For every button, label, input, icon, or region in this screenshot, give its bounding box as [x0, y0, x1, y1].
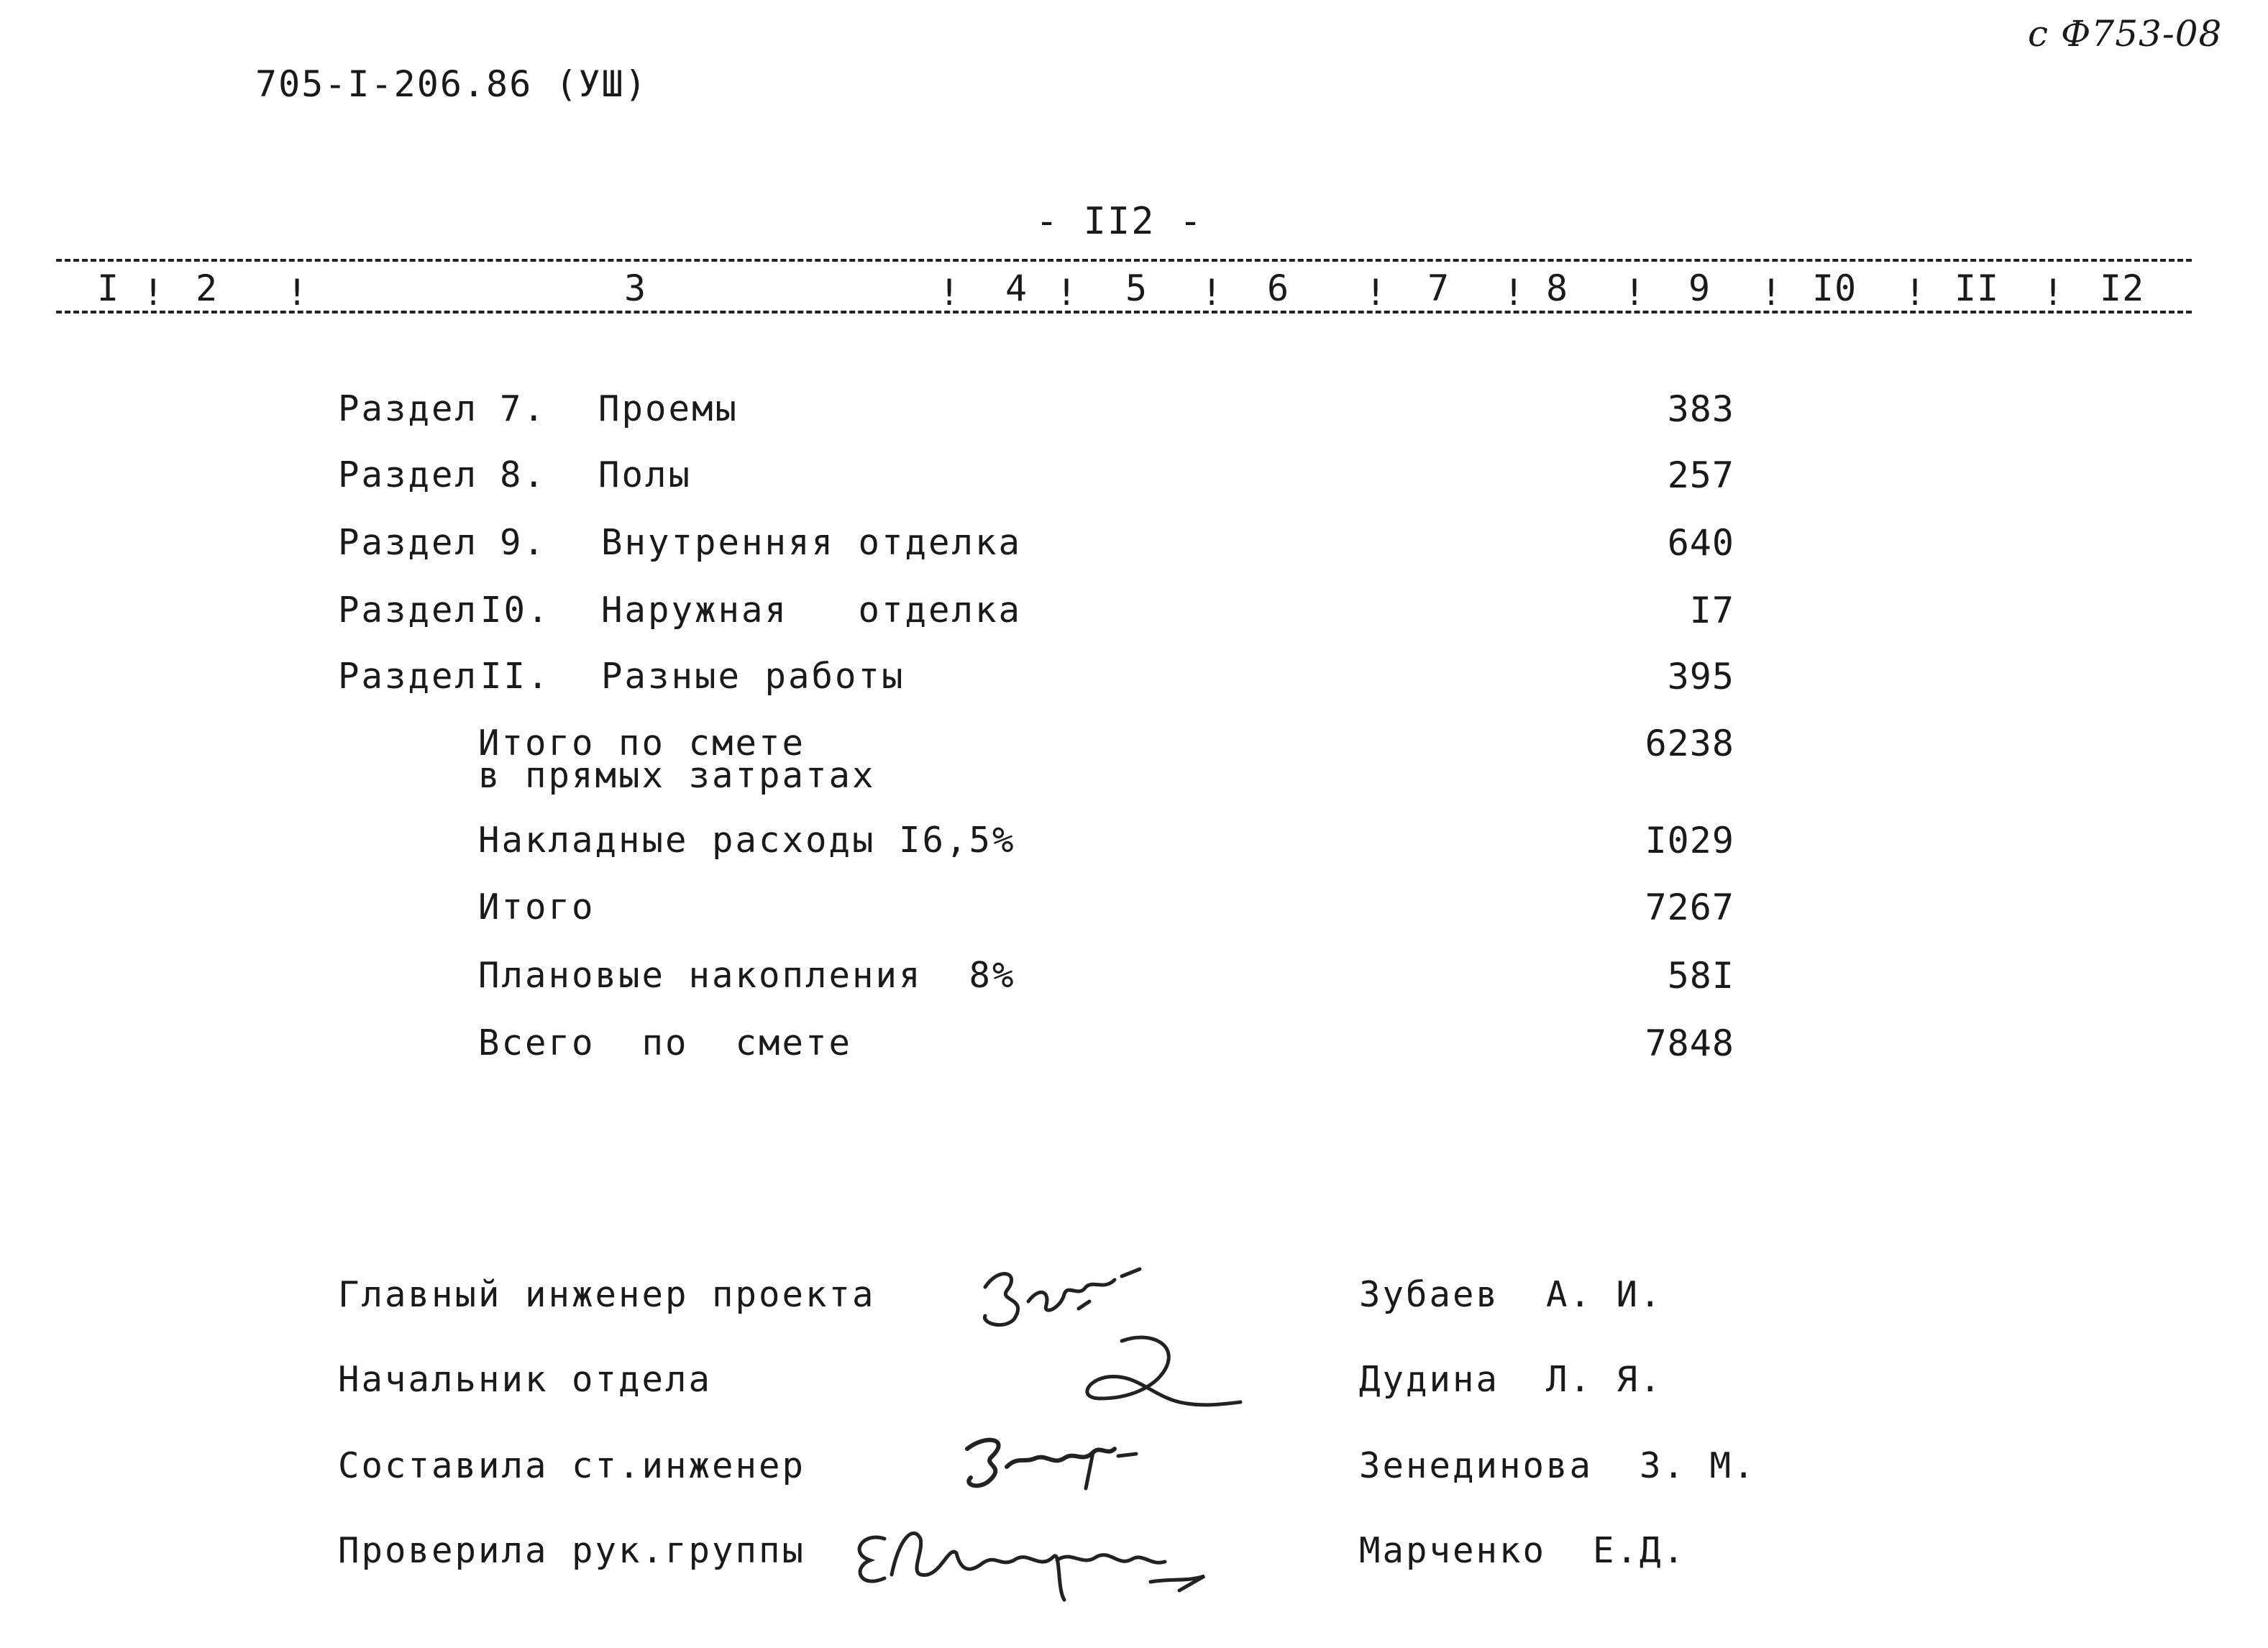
column-header-8: 8 — [1546, 267, 1569, 309]
section-name: Проемы — [598, 388, 739, 429]
column-separator: ! — [1760, 272, 1783, 313]
grand-total-value: 7848 — [1645, 1022, 1734, 1064]
planned-savings-value: 58I — [1667, 955, 1734, 997]
column-header-7: 7 — [1427, 267, 1450, 309]
header-bottom-rule — [56, 311, 2192, 313]
planned-savings-label: Плановые накопления 8% — [478, 955, 1016, 996]
signature-name-department-head: Дудина Л. Я. — [1359, 1359, 1663, 1400]
section-label: Раздел — [338, 454, 479, 495]
section-number: 8. — [500, 454, 547, 495]
document-code: 705-I-206.86 (УШ) — [255, 63, 648, 105]
section-number: 9. — [500, 522, 547, 563]
column-separator: ! — [2042, 272, 2064, 313]
column-header-9: 9 — [1688, 267, 1711, 309]
section-label: Раздел — [338, 656, 479, 697]
column-header-6: 6 — [1267, 267, 1290, 309]
section-name: Внутренняя отделка — [601, 522, 1023, 563]
signature-role-department-head: Начальник отдела — [338, 1359, 713, 1400]
column-separator: ! — [142, 272, 165, 313]
section-name: Полы — [598, 454, 692, 495]
column-header-12: I2 — [2100, 267, 2145, 309]
section-value: I7 — [1689, 590, 1734, 631]
handwritten-signature-department-head — [1071, 1327, 1244, 1420]
signature-name-compiled-by: Зенединова З. М. — [1359, 1445, 1757, 1486]
section-value: 257 — [1667, 454, 1734, 496]
header-top-rule — [56, 259, 2192, 262]
corner-handwritten-mark: с Ф753-08 — [2028, 13, 2223, 55]
overhead-label: Накладные расходы I6,5% — [478, 820, 1016, 861]
signature-role-chief-engineer: Главный инженер проекта — [338, 1274, 876, 1315]
section-value: 395 — [1667, 656, 1734, 697]
section-number: I0. — [480, 590, 551, 631]
page-number: - II2 - — [1035, 200, 1204, 243]
total-direct-label: Итого по смете — [478, 723, 806, 764]
column-separator: ! — [1624, 272, 1646, 313]
subtotal-label: Итого — [478, 887, 595, 928]
column-separator: ! — [938, 272, 961, 313]
column-header-11: II — [1954, 267, 2000, 309]
section-value: 383 — [1667, 388, 1734, 430]
handwritten-signature-compiled-by — [956, 1424, 1143, 1503]
section-number: II. — [480, 656, 551, 697]
section-label: Раздел — [338, 388, 479, 429]
column-separator: ! — [1904, 272, 1926, 313]
section-number: 7. — [500, 388, 547, 429]
column-separator: ! — [1365, 272, 1387, 313]
column-header-3: 3 — [624, 267, 647, 309]
signature-role-checked-by: Проверила рук.группы — [338, 1530, 806, 1571]
signature-name-checked-by: Марченко Е.Д. — [1359, 1530, 1687, 1571]
handwritten-signature-chief-engineer — [971, 1258, 1186, 1337]
section-name: Наружная отделка — [601, 590, 1023, 631]
signature-name-chief-engineer: Зубаев А. И. — [1359, 1274, 1663, 1315]
column-header-5: 5 — [1125, 267, 1148, 309]
column-separator: ! — [286, 272, 308, 313]
section-name: Разные работы — [601, 656, 905, 697]
total-direct-label-line2: в прямых затратах — [478, 755, 876, 796]
signature-role-compiled-by: Составила ст.инженер — [338, 1445, 806, 1486]
section-value: 640 — [1667, 522, 1734, 564]
handwritten-signature-checked-by — [841, 1510, 1215, 1618]
column-separator: ! — [1056, 272, 1078, 313]
total-direct-value: 6238 — [1645, 723, 1734, 764]
overhead-value: I029 — [1645, 820, 1734, 861]
section-label: Раздел — [338, 590, 479, 631]
section-label: Раздел — [338, 522, 479, 563]
column-header-10: I0 — [1812, 267, 1857, 309]
column-header-2: 2 — [196, 267, 219, 309]
column-header-1: I — [97, 267, 120, 309]
subtotal-value: 7267 — [1645, 887, 1734, 928]
column-separator: ! — [1201, 272, 1223, 313]
grand-total-label: Всего по смете — [478, 1022, 853, 1063]
column-header-4: 4 — [1005, 267, 1028, 309]
column-separator: ! — [1503, 272, 1525, 313]
